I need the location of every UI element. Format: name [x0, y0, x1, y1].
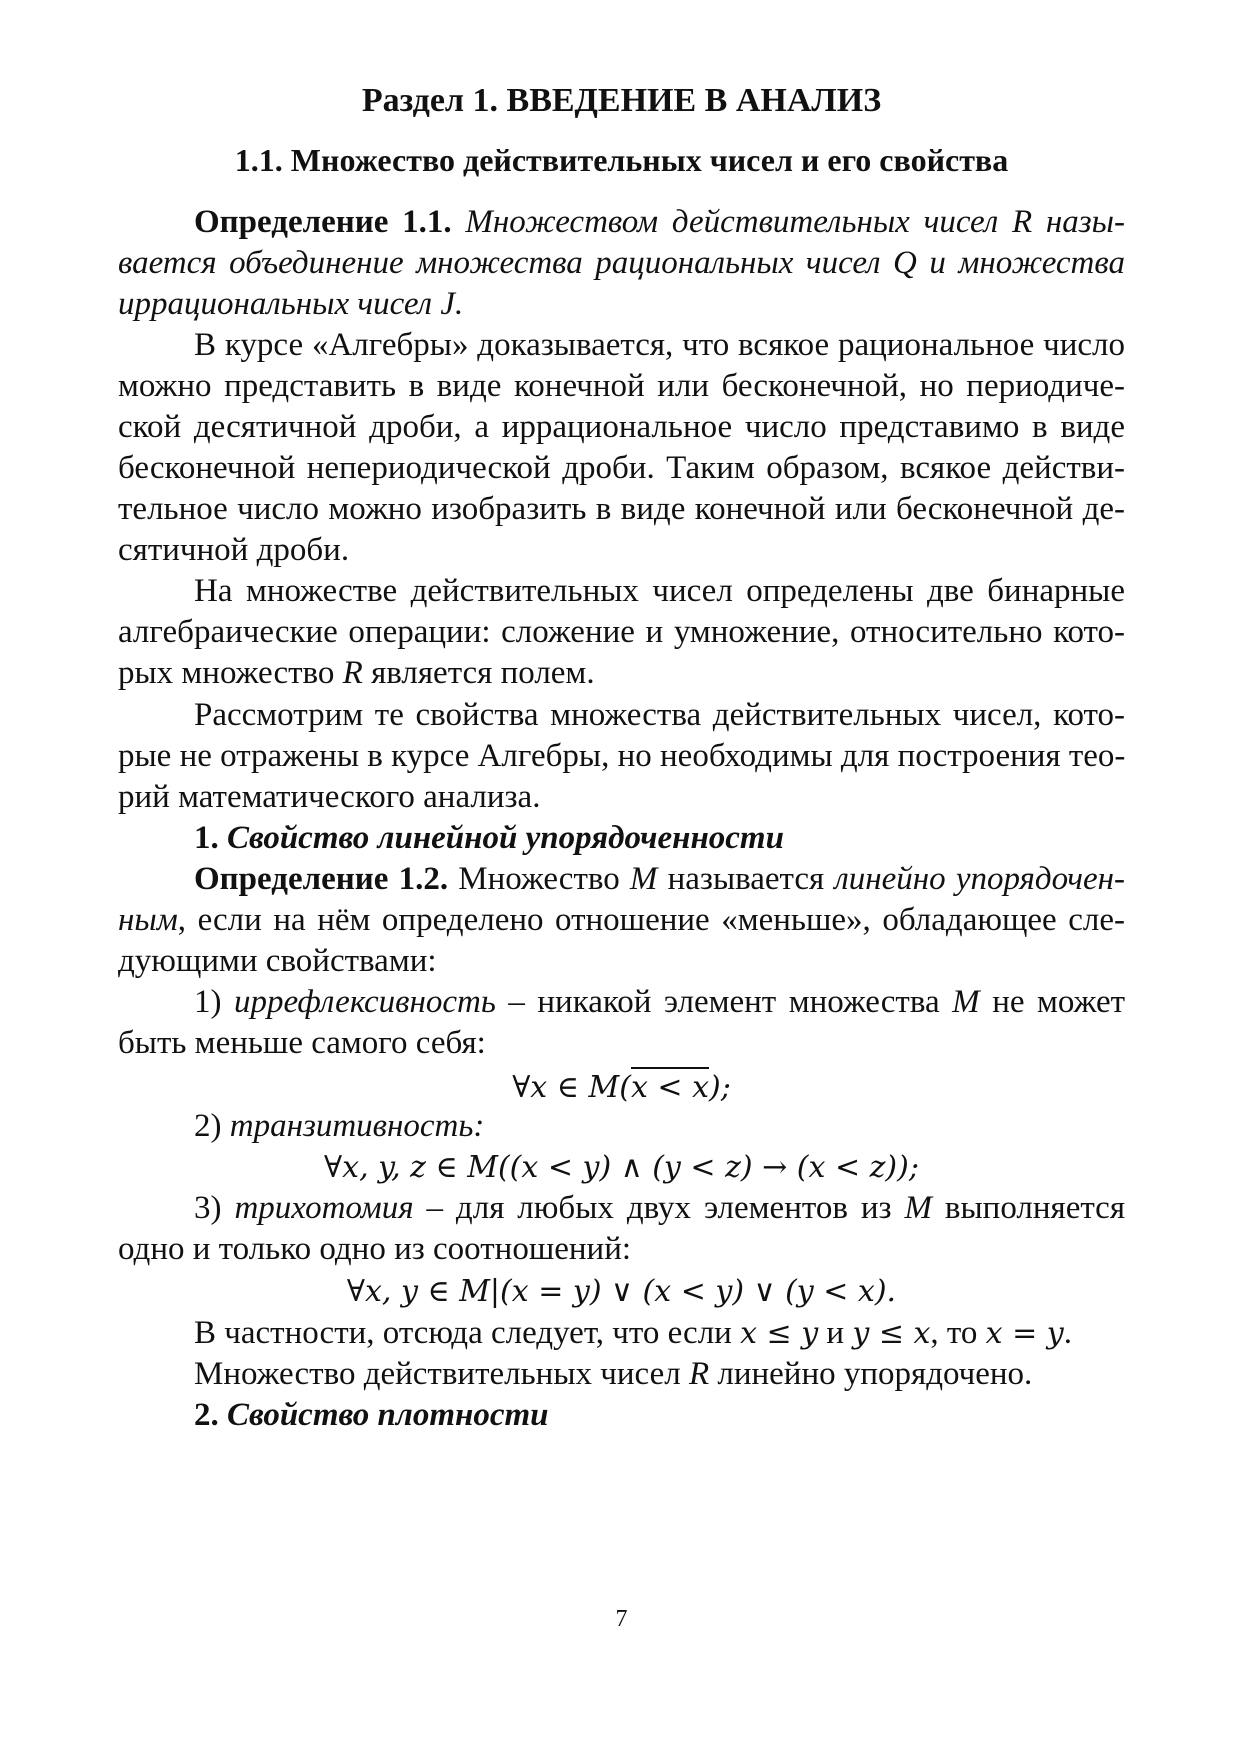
text-fragment: В частности, отсюда следует, что если [194, 1315, 741, 1351]
text-fragment: – никакой элемент множества [495, 984, 953, 1020]
formula-part: ∀x ∈ M( [512, 1070, 631, 1105]
paragraph-2-line-1: На множестве действительных чисел определены две бинарные [194, 573, 1125, 609]
item-2-number: 2) [194, 1108, 222, 1144]
property-2-title: Свойство плотности [227, 1397, 549, 1433]
text-fragment: является полем. [362, 655, 595, 691]
item-2-line-1 [194, 1104, 1125, 1148]
item-3-line-1 [194, 1186, 1125, 1230]
set-symbol-m: M [629, 861, 658, 897]
formula-inline: x = y [985, 1316, 1064, 1351]
definition-1-2-line-2 [118, 898, 1125, 942]
definition-1-1-text: Множеством действительных чисел R назы- [465, 204, 1125, 240]
paragraph-2-line-2: алгебраические операции: сложение и умножение, относительно кото- [118, 614, 1125, 650]
term-linearly-ordered-end: ным [118, 902, 178, 938]
property-2-number: 2. [194, 1397, 219, 1433]
item-1-line-1 [194, 980, 1125, 1024]
formula-trichotomy: ∀x, y ∈ M|(x = y) ∨ (x < y) ∨ (y < x). [346, 1274, 897, 1309]
text-fragment: не может [979, 984, 1126, 1020]
text-fragment: , то [930, 1315, 986, 1351]
formula-inline: x ≤ y [740, 1316, 819, 1351]
text-fragment: , если на нём определено отношение «меньше», обладающее сле- [177, 902, 1125, 938]
paragraph-1-line-5: тельное число можно изобразить в виде конечной или бесконечной де- [118, 491, 1125, 527]
subsection-title: 1.1. Множество действительных чисел и его свойства [234, 142, 1009, 178]
property-2-heading [194, 1393, 1125, 1437]
paragraph-3-line-2: рые не отражены в курсе Алгебры, но необходимы для построения тео- [118, 738, 1126, 774]
text-fragment: линейно упорядочено. [709, 1356, 1033, 1392]
ordered-statement-line [194, 1352, 1125, 1396]
set-symbol-r: R [688, 1356, 710, 1392]
text-fragment: называется [657, 861, 835, 897]
term-linearly-ordered: линейно упорядочен- [834, 861, 1125, 897]
term-irreflexivity: иррефлексивность [234, 984, 496, 1020]
page-number: 7 [615, 1606, 628, 1632]
text-fragment: Множество действительных чисел [194, 1356, 689, 1392]
item-3-number: 3) [194, 1190, 222, 1226]
document-page [118, 0, 1125, 1754]
formula-part: ); [708, 1070, 731, 1105]
set-symbol-r: R [342, 655, 363, 691]
definition-1-1-line-1 [194, 200, 1125, 244]
formula-transitivity: ∀x, y, z ∈ M((x < y) ∧ (y < z) → (x < z)); [324, 1150, 919, 1185]
text-fragment: Множество [448, 861, 630, 897]
definition-1-2-label: Определение 1.2. [194, 861, 449, 897]
paragraph-3-line-1: Рассмотрим те свойства множества действительных чисел, кото- [194, 697, 1125, 733]
set-symbol-m: M [952, 984, 980, 1020]
text-fragment: выполняется [931, 1190, 1125, 1226]
item-1-line-2: быть меньше самого себя: [118, 1025, 486, 1061]
item-1-number: 1) [194, 984, 222, 1020]
definition-1-1-line-3: иррациональных чисел J. [118, 286, 464, 322]
definition-1-1-line-2: вается объединение множества рациональных чисел Q и множества [118, 245, 1125, 281]
text-fragment: и [818, 1315, 853, 1351]
paragraph-1-line-4: бесконечной непериодической дроби. Таким образом, всякое действи- [118, 450, 1125, 486]
paragraph-2-line-3 [118, 651, 1125, 695]
consequence-line [194, 1311, 1125, 1356]
text-fragment: рых множество [118, 655, 343, 691]
property-1-title: Свойство линейной упорядоченности [227, 820, 784, 856]
property-1-number: 1. [194, 820, 219, 856]
definition-1-2-line-3: дующими свойствами: [118, 943, 437, 979]
definition-1-2-line-1 [194, 857, 1125, 901]
definition-1-1-label: Определение 1.1. [194, 204, 452, 240]
formula-negated-part: x < x [631, 1067, 709, 1105]
formula-inline: y ≤ x [852, 1316, 931, 1351]
text-fragment: . [1063, 1315, 1072, 1351]
term-trichotomy: трихотомия [234, 1190, 414, 1226]
paragraph-1-line-1: В курсе «Алгебры» доказывается, что всякое рациональное число [194, 327, 1125, 363]
property-1-heading [194, 816, 1125, 860]
text-fragment: – для любых двух элементов из [413, 1190, 905, 1226]
paragraph-1-line-3: ской десятичной дроби, а иррациональное число представимо в виде [118, 409, 1125, 445]
term-transitivity: транзитивность: [229, 1108, 485, 1144]
paragraph-1-line-6: сятичной дроби. [118, 532, 350, 568]
paragraph-1-line-2: можно представить в виде конечной или бесконечной, но периодиче- [118, 368, 1125, 404]
section-title: Раздел 1. ВВЕДЕНИЕ В АНАЛИЗ [361, 82, 882, 119]
paragraph-3-line-3: рий математического анализа. [118, 779, 541, 815]
set-symbol-m: M [904, 1190, 932, 1226]
item-3-line-2: одно и только одно из соотношений: [118, 1231, 632, 1267]
